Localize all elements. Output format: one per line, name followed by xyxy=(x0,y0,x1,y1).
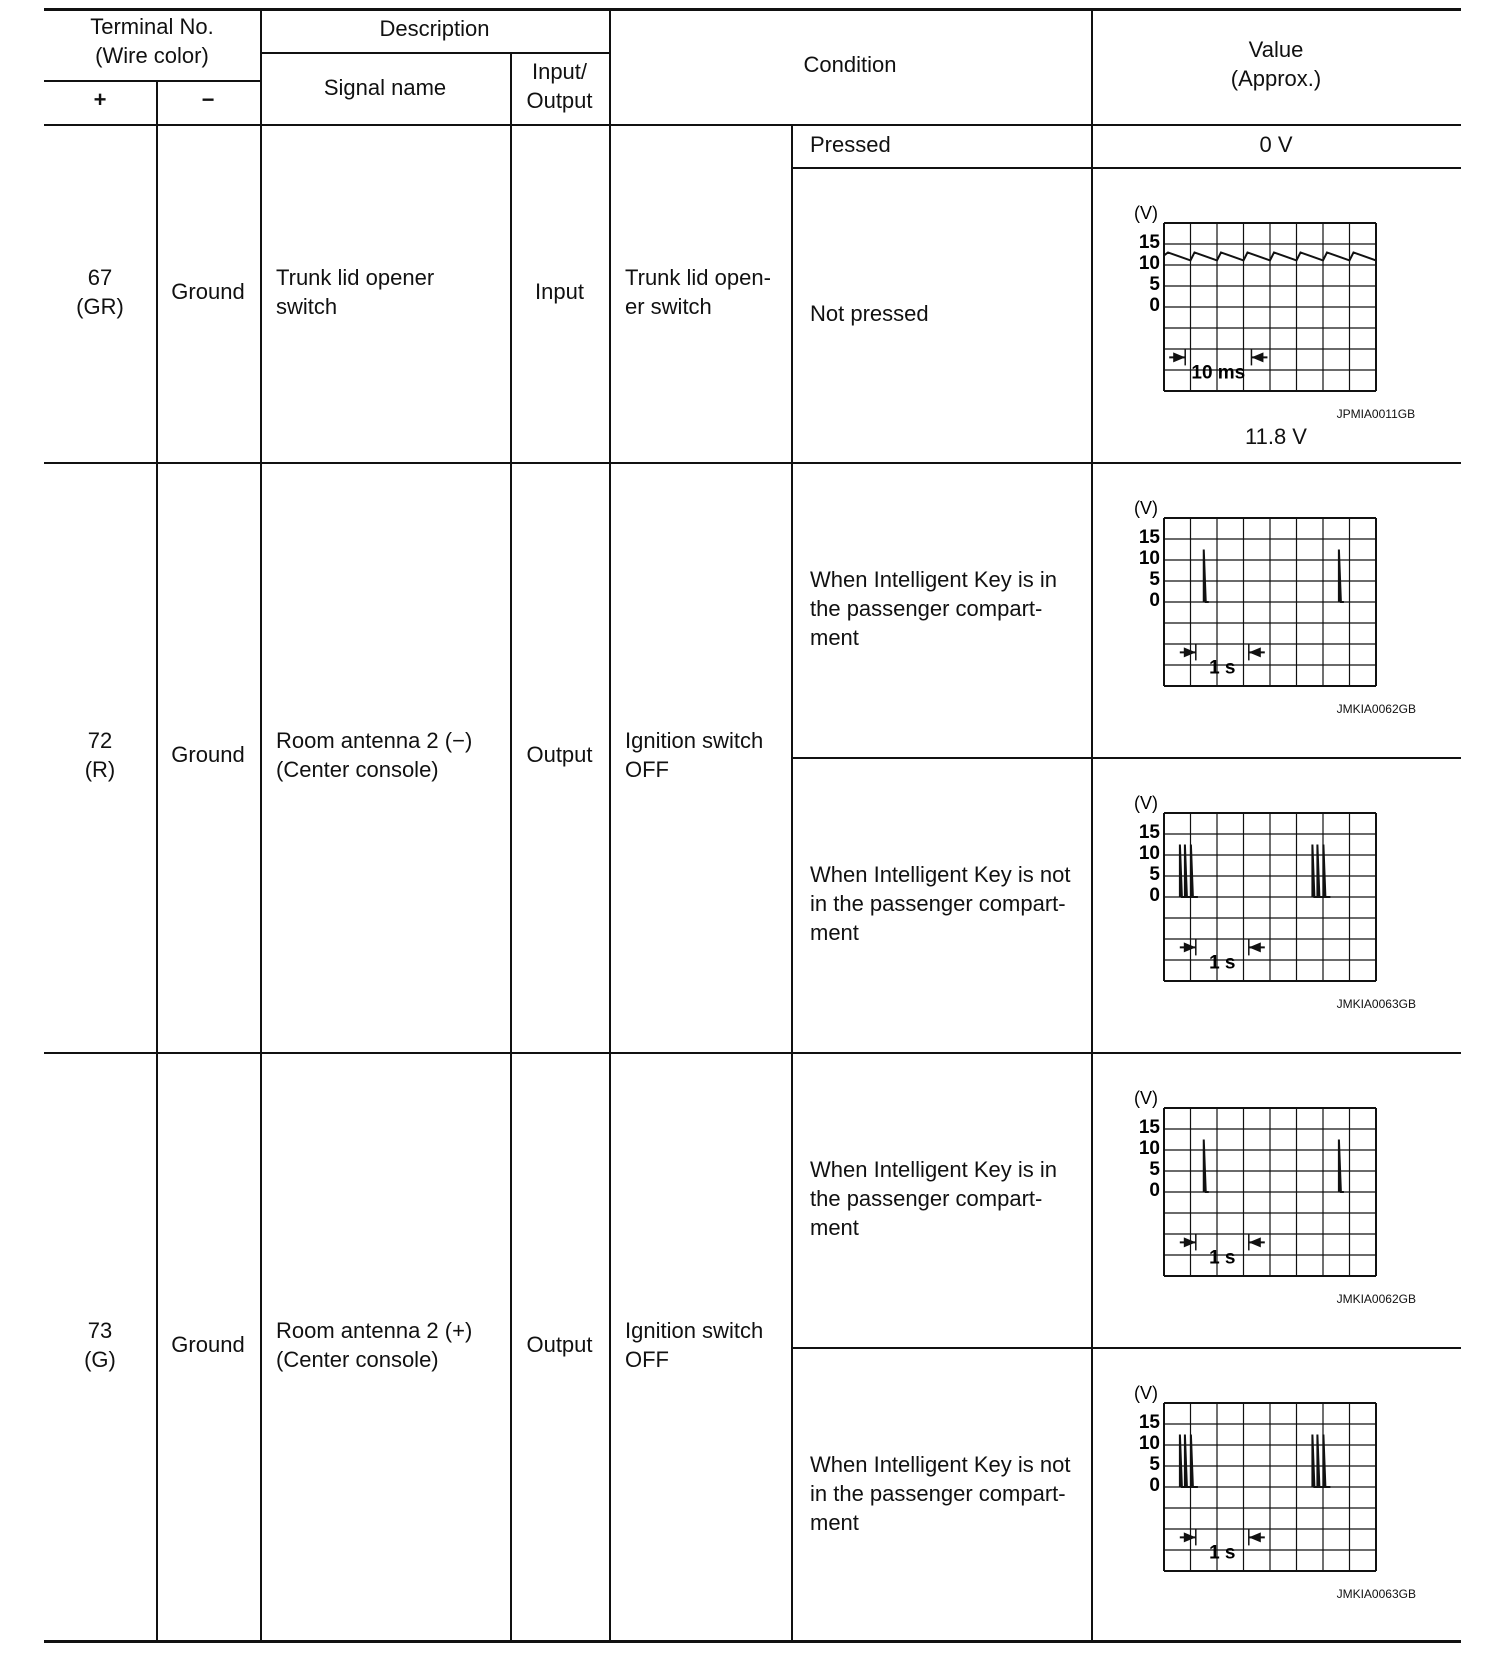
io-header-line2: Output xyxy=(526,88,593,113)
row-divider xyxy=(44,1052,1461,1054)
io-value: Output xyxy=(526,742,593,767)
waveform-svg xyxy=(1130,1385,1430,1585)
axis-tick-label: 5 xyxy=(1149,864,1160,885)
column-divider xyxy=(609,8,611,1643)
terminal-number: 67 xyxy=(87,265,113,290)
condition-line2: OFF xyxy=(625,757,669,782)
axis-tick-label: 0 xyxy=(1149,295,1160,316)
column-divider xyxy=(156,80,158,1643)
table-top-border xyxy=(44,8,1461,11)
wire-color: (GR) xyxy=(76,294,124,319)
sub-condition-line: the passenger compart- xyxy=(810,1186,1043,1211)
axis-unit: (V) xyxy=(1134,1385,1158,1403)
axis-tick-label: 0 xyxy=(1149,590,1160,611)
table-bottom-border xyxy=(44,1640,1461,1643)
sub-condition-line: ment xyxy=(810,920,859,945)
terminal-no-line2: (Wire color) xyxy=(95,43,209,68)
time-marker-arrow xyxy=(1184,1532,1196,1542)
axis-unit: (V) xyxy=(1134,1090,1158,1108)
terminal-no-line1: Terminal No. xyxy=(90,14,214,39)
axis-tick-label: 0 xyxy=(1149,885,1160,906)
waveform-pulse xyxy=(1180,845,1198,898)
minus-terminal: Ground xyxy=(171,279,245,304)
time-marker-arrow xyxy=(1249,1532,1261,1542)
value-header xyxy=(1091,35,1461,93)
sub-condition xyxy=(810,860,1070,947)
sub-condition xyxy=(810,1155,1057,1242)
condition-line1: Ignition switch xyxy=(625,1318,764,1343)
figure-code: JMKIA0063GB xyxy=(1336,997,1416,1011)
terminal-67 xyxy=(44,263,156,321)
wire-color: (R) xyxy=(84,757,116,782)
row-divider xyxy=(791,757,1461,759)
waveform-svg xyxy=(1130,795,1430,995)
waveform-67-not-pressed xyxy=(1130,205,1430,421)
io-header xyxy=(510,57,609,115)
axis-tick-label: 15 xyxy=(1138,822,1160,843)
condition-line1: Trunk lid open- xyxy=(625,265,771,290)
signal-name xyxy=(276,726,472,784)
axis-tick-label: 15 xyxy=(1138,1117,1160,1138)
time-scale-label: 1 s xyxy=(1209,952,1236,974)
axis-unit: (V) xyxy=(1134,205,1158,223)
io-header-line1: Input/ xyxy=(531,59,588,84)
condition-main xyxy=(625,1316,763,1374)
sub-condition xyxy=(810,1450,1070,1537)
io-value: Input xyxy=(535,279,584,304)
axis-tick-label: 5 xyxy=(1149,274,1160,295)
minus-terminal: Ground xyxy=(171,1332,245,1357)
wire-color: (G) xyxy=(84,1347,116,1372)
figure-code: JMKIA0063GB xyxy=(1336,1587,1416,1601)
io-value: Output xyxy=(526,1332,593,1357)
waveform-73-key-out xyxy=(1130,1385,1430,1601)
time-scale-label: 1 s xyxy=(1209,657,1236,679)
time-marker-arrow xyxy=(1184,1237,1196,1247)
axis-tick-label: 10 xyxy=(1138,1433,1160,1454)
time-marker-arrow xyxy=(1184,942,1196,952)
signal-name-header: Signal name xyxy=(323,75,447,100)
column-divider xyxy=(510,52,512,1643)
sub-condition-line: When Intelligent Key is in xyxy=(810,567,1058,592)
axis-tick-label: 0 xyxy=(1149,1180,1160,1201)
row-divider xyxy=(44,462,1461,464)
value-header-line1: Value xyxy=(1248,37,1304,62)
waveform-pulse xyxy=(1312,845,1330,898)
row-divider xyxy=(791,167,1461,169)
terminal-number: 72 xyxy=(87,728,113,753)
sub-condition: Pressed xyxy=(810,132,891,157)
signal-name-line2: (Center console) xyxy=(276,1347,439,1372)
figure-code: JMKIA0062GB xyxy=(1336,702,1416,716)
condition-header: Condition xyxy=(803,52,897,77)
waveform-pulse xyxy=(1180,1435,1198,1488)
axis-tick-label: 10 xyxy=(1138,843,1160,864)
sub-condition xyxy=(810,565,1057,652)
time-scale-label: 1 s xyxy=(1209,1542,1236,1564)
header-divider xyxy=(44,80,260,82)
condition-line2: er switch xyxy=(625,294,712,319)
sub-condition-line: in the passenger compart- xyxy=(810,1481,1066,1506)
value-text: 0 V xyxy=(1259,132,1293,157)
signal-name-line1: Trunk lid opener xyxy=(276,265,435,290)
sub-condition-line: the passenger compart- xyxy=(810,596,1043,621)
sub-condition-line: ment xyxy=(810,1510,859,1535)
signal-name xyxy=(276,1316,472,1374)
time-marker-arrow xyxy=(1173,352,1185,362)
axis-tick-label: 10 xyxy=(1138,548,1160,569)
time-marker-arrow xyxy=(1249,1237,1261,1247)
minus-terminal: Ground xyxy=(171,742,245,767)
sub-condition-line: When Intelligent Key is not xyxy=(810,862,1071,887)
axis-unit: (V) xyxy=(1134,500,1158,518)
waveform-72-key-in xyxy=(1130,500,1430,716)
waveform-pulse xyxy=(1204,1140,1209,1193)
column-divider xyxy=(791,124,793,1643)
header-bottom-border xyxy=(44,124,1461,126)
axis-tick-label: 0 xyxy=(1149,1475,1160,1496)
row-divider xyxy=(791,1347,1461,1349)
waveform-pulse xyxy=(1204,550,1209,603)
column-divider xyxy=(260,8,262,1643)
axis-tick-label: 5 xyxy=(1149,1159,1160,1180)
waveform-pulse xyxy=(1312,1435,1330,1488)
condition-main xyxy=(625,726,763,784)
sub-condition: Not pressed xyxy=(810,301,929,326)
value-text: 11.8 V xyxy=(1245,424,1307,449)
value-header-line2: (Approx.) xyxy=(1230,66,1322,91)
signal-name-line2: switch xyxy=(276,294,338,319)
axis-tick-label: 5 xyxy=(1149,569,1160,590)
waveform-svg xyxy=(1130,205,1430,405)
sub-condition-line: When Intelligent Key is in xyxy=(810,1157,1058,1182)
condition-main xyxy=(625,263,771,321)
time-scale-label: 10 ms xyxy=(1191,362,1246,384)
plus-header: + xyxy=(93,87,107,112)
sub-condition-line: ment xyxy=(810,625,859,650)
time-marker-arrow xyxy=(1249,647,1261,657)
signal-name-line2: (Center console) xyxy=(276,757,439,782)
axis-tick-label: 15 xyxy=(1138,232,1160,253)
figure-code: JMKIA0062GB xyxy=(1336,1292,1416,1306)
terminal-number: 73 xyxy=(87,1318,113,1343)
terminal-73 xyxy=(44,1316,156,1374)
header-divider xyxy=(260,52,609,54)
terminal-72 xyxy=(44,726,156,784)
axis-tick-label: 15 xyxy=(1138,1412,1160,1433)
axis-tick-label: 15 xyxy=(1138,527,1160,548)
time-scale-label: 1 s xyxy=(1209,1247,1236,1269)
time-marker-arrow xyxy=(1251,352,1263,362)
waveform-73-key-in xyxy=(1130,1090,1430,1306)
minus-header: − xyxy=(201,87,215,112)
sub-condition-line: in the passenger compart- xyxy=(810,891,1066,916)
sub-condition-line: When Intelligent Key is not xyxy=(810,1452,1071,1477)
axis-tick-label: 10 xyxy=(1138,253,1160,274)
waveform-72-key-out xyxy=(1130,795,1430,1011)
waveform-pulse xyxy=(1339,550,1344,603)
signal-name-line1: Room antenna 2 (+) xyxy=(276,1318,473,1343)
waveform-pulse xyxy=(1339,1140,1344,1193)
time-marker-arrow xyxy=(1184,647,1196,657)
figure-code: JPMIA0011GB xyxy=(1336,407,1416,421)
axis-tick-label: 10 xyxy=(1138,1138,1160,1159)
axis-unit: (V) xyxy=(1134,795,1158,813)
signal-name xyxy=(276,263,434,321)
signal-name-line1: Room antenna 2 (−) xyxy=(276,728,473,753)
column-divider xyxy=(1091,8,1093,1643)
waveform-svg xyxy=(1130,500,1430,700)
waveform-svg xyxy=(1130,1090,1430,1290)
condition-line2: OFF xyxy=(625,1347,669,1372)
condition-line1: Ignition switch xyxy=(625,728,764,753)
terminal-no-header xyxy=(44,12,260,70)
description-header: Description xyxy=(379,16,490,41)
axis-tick-label: 5 xyxy=(1149,1454,1160,1475)
sub-condition-line: ment xyxy=(810,1215,859,1240)
time-marker-arrow xyxy=(1249,942,1261,952)
